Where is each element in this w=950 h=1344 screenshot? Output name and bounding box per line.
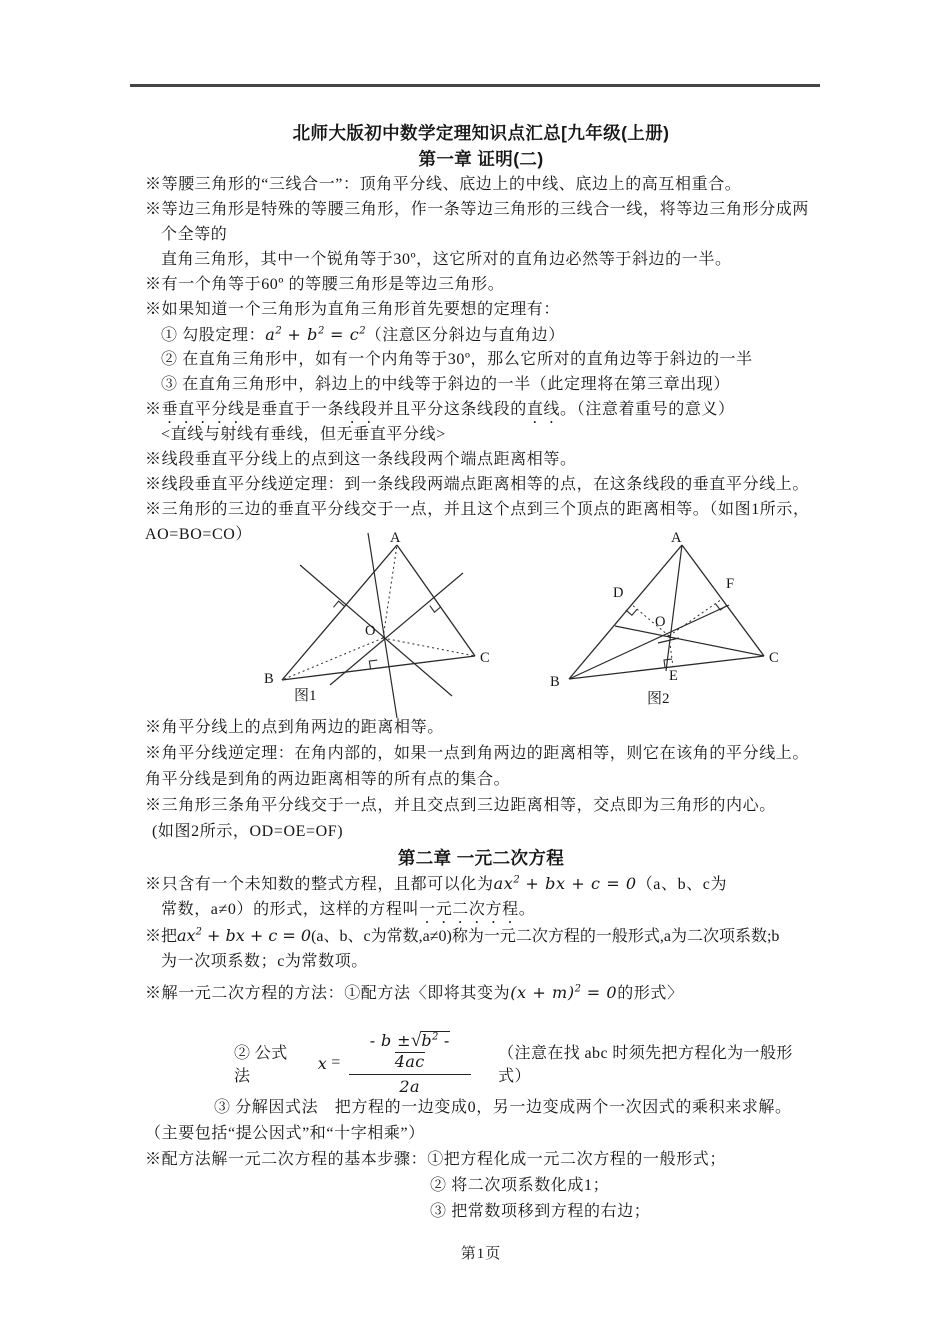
text-line: ※线段垂直平分线逆定理：到一条线段两端点距离相等的点，在这条线段的垂直平分线上。 [145,476,810,493]
text-run: 常数，a≠0）的形式，这样的方程叫 [161,901,420,918]
formula-note: （注意在找 abc 时须先把方程化为一般形式） [498,1045,793,1085]
math-equals: = [331,1054,341,1071]
distance-segments-od-oe-of [631,599,722,667]
center-label-o: O [365,623,376,639]
emphasized-text-line [145,397,817,422]
text-line: ※三角形的三边的垂直平分线交于一点，并且这个点到三个顶点的距离相等。（如图1所示， [145,501,810,518]
document-title: 北师大版初中数学定理知识点汇总[九年级(上册) [292,123,670,143]
math-expression: (x + m) [510,983,575,1002]
math-operator: + [281,325,308,344]
equation-text-line [145,980,817,1006]
vertex-label-a: A [671,531,682,546]
text-line: ※如果知道一个三角形为直角三角形首先要想的定理有： [145,301,561,318]
text-line: ※三角形三条角平分线交于一点，并且交点到三边距离相等，交点即为三角形的内心。 [145,797,776,814]
math-variable-x: x [317,1053,328,1073]
incenter-label-o: O [655,614,666,630]
text-line: ③ 分解因式法 把方程的一边变成0，另一边变成两个一次因式的乘积来求解。 [214,1099,792,1116]
math-expression: - 4ac [394,1030,450,1071]
figure-2-caption: 图2 [647,691,670,707]
math-operator: = [324,325,350,344]
text-line: AO=BO=CO） [145,526,253,543]
emphasized-term: 直线 [526,401,561,418]
text-line: ③ 把常数项移到方程的右边； [430,1203,651,1220]
text-line: ※配方法解一元二次方程的基本步骤：①把方程化成一元二次方程的一般形式； [145,1151,727,1168]
text-line: (如图2所示，OD=OE=OF) [152,823,344,840]
text-run: 并且平分这条线段的 [377,401,527,418]
text-run: 。 [518,901,536,918]
equation-text-line [145,871,817,897]
foot-label-e: E [669,668,678,684]
math-expression: + bx + c = 0 [201,926,312,945]
triangle-abc [282,545,475,680]
text-line: <直线与射线有垂线，但无垂直平分线> [161,426,446,443]
pythagorean-theorem-line [145,322,817,347]
text-line: （主要包括“提公因式”和“十字相乘”） [145,1125,425,1142]
text-run: （a、b、c为 [636,876,728,893]
math-exponent: 2 [275,325,282,337]
foot-label-f: F [726,576,735,592]
page-number: 第1页 [460,1246,502,1262]
equation-text-line [145,923,817,949]
text-line: ③ 在直角三角形中，斜边上的中线等于斜边的一半（此定理将在第三章出现） [161,376,731,393]
math-exponent: 2 [574,983,582,995]
math-term: b [307,325,318,344]
text-line: 角平分线是到角的两边距离相等的所有点的集合。 [145,771,511,788]
figure-1-caption: 图1 [294,688,317,704]
text-line: 个全等的 [161,226,228,243]
pythagorean-note: （注意区分斜边与直角边） [365,327,565,344]
text-run: ※把 [145,928,178,945]
emphasized-term: 垂直平分线 [161,401,245,418]
text-line: ※角平分线上的点到角两边的距离相等。 [145,719,444,736]
math-exponent: 2 [432,1031,439,1043]
text-run: 的形式〉 [617,985,684,1002]
figure-1-perpendicular-bisectors [220,531,560,731]
text-line: ② 在直角三角形中，如有一个内角等于30º，那么它所对的直角边等于斜边的一半 [161,351,753,368]
text-run: 。（注意着重号的意义） [560,401,735,418]
vertex-label-b: B [264,671,274,687]
vertex-label-c: C [480,650,490,666]
math-expression: + bx + c = 0 [519,874,637,893]
math-term: c [349,325,360,344]
text-line: ※线段垂直平分线上的点到这一条线段两个端点距离相等。 [145,451,577,468]
chapter1-heading: 第一章 证明(二) [418,149,544,169]
formula-label: ② 公式法 [234,1045,288,1085]
text-line: 直角三角形，其中一个锐角等于30º，这它所对的直角边必然等于斜边的一半。 [161,251,732,268]
foot-label-d: D [613,585,624,601]
math-term: a [265,325,276,344]
text-line: ※有一个角等于60º 的等腰三角形是等边三角形。 [145,276,505,293]
math-exponent: 2 [195,926,202,938]
quadratic-formula-line [145,1029,817,1096]
header-rule [130,84,820,87]
math-expression: = 0 [581,983,618,1002]
emphasized-term: 一元二次方程 [419,901,519,918]
quadratic-formula-fraction [349,1030,471,1097]
fraction-numerator [349,1030,471,1075]
perpendicular-bisectors [300,533,463,718]
math-term: b [421,1030,433,1050]
text-run: 是垂直于一条 [244,401,345,418]
math-term: ax [177,926,196,945]
text-run: ※解一元二次方程的方法：①配方法〈即将其变为 [145,985,511,1002]
text-line: 为一次项系数；c为常数项。 [161,953,368,970]
math-exponent: 2 [317,325,325,337]
triangle-abc [569,545,764,679]
text-line: ② 将二次项系数化成1； [430,1177,610,1194]
math-exponent: 2 [359,325,366,337]
text-run: (a、b、c为常数,a≠0)称为一元二次方程的一般形式,a为二次项系数;b [311,928,780,945]
math-exponent: 2 [513,874,520,886]
bullet-marker: ※ [145,401,162,418]
text-line: ※等腰三角形的“三线合一”：顶角平分线、底边上的中线、底边上的高互相重合。 [145,176,742,193]
text-line: ※等边三角形是特殊的等腰三角形，作一条等边三角形的三线合一线，将等边三角形分成两 [145,201,810,218]
math-term: ax [493,874,514,893]
chapter2-heading: 第二章 一元二次方程 [397,848,565,868]
vertex-label-b: B [550,674,560,690]
text-run: ※只含有一个未知数的整式方程，且都可以化为 [145,876,494,893]
pythagorean-label: ① 勾股定理： [161,327,266,344]
radical-sign: √ [410,1029,422,1051]
document-content [0,120,817,1267]
vertex-label-c: C [769,650,779,666]
figure-2-angle-bisectors [545,531,805,731]
fraction-denominator: 2a [399,1076,420,1096]
emphasized-text-line [145,897,817,923]
numerator-prefix: - b ± [369,1030,411,1050]
vertex-label-a: A [390,531,401,546]
text-line: ※角平分线逆定理：在角内部的，如果一点到角两边的距离相等，则它在该角的平分线上。 [145,745,810,762]
emphasized-term: 线段 [344,401,378,418]
